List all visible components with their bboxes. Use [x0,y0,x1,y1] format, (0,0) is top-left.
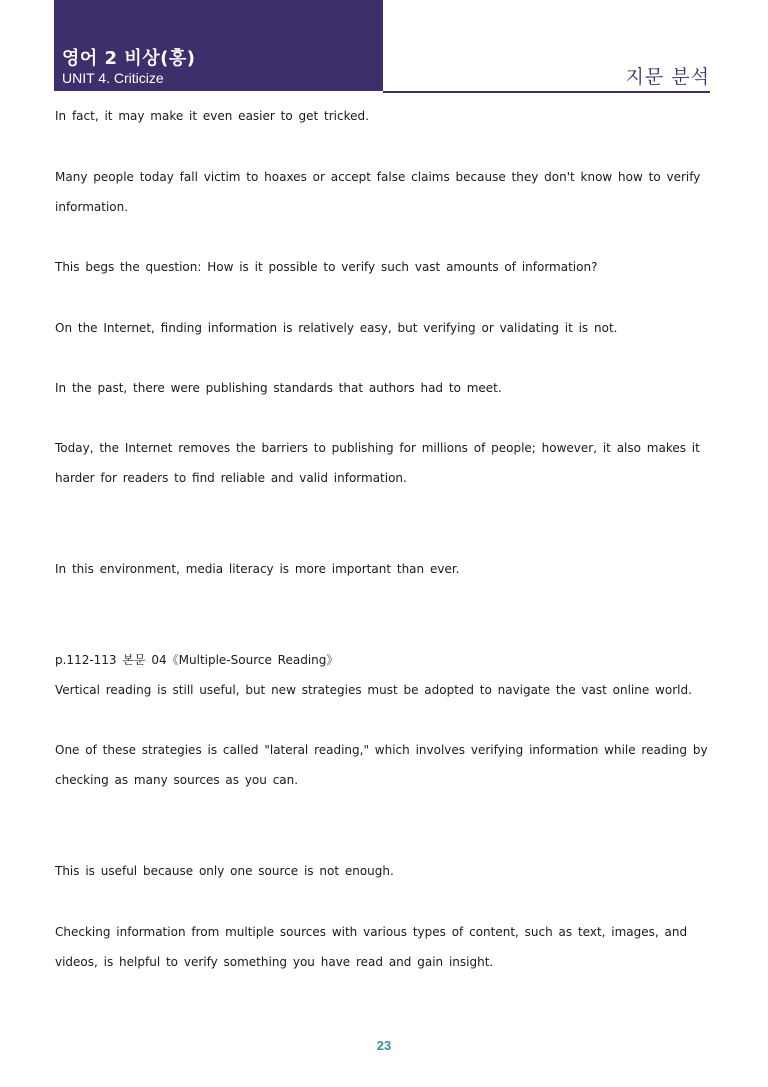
section-label: 지문 분석 [625,66,710,88]
paragraph: Many people today fall victim to hoaxes or accept false claims because they don't know how to verify information. [55,170,701,214]
paragraph: In the past, there were publishing standards that authors had to meet. [55,381,502,395]
page-number: 23 [376,1038,392,1053]
paragraph: Today, the Internet removes the barriers to publishing for millions of people; however, it also makes it harder for readers to find reliable and valid information. [55,441,700,485]
paragraph: This begs the question: How is it possible to verify such vast amounts of information? [55,260,598,274]
paragraph: Vertical reading is still useful, but new strategies must be adopted to navigate the vast online world. [55,683,692,697]
textbook-title: 영어 2 비상(홍) [62,48,196,69]
paragraph: One of these strategies is called "lateral reading," which involves verifying information while reading by checking as many sources as you can. [55,743,708,787]
header-divider [383,91,710,93]
paragraph: Checking information from multiple sources with various types of content, such as text, images, and videos, is helpful to verify something you have read and gain insight. [55,925,688,969]
paragraph: This is useful because only one source is not enough. [55,864,394,878]
passage-heading: p.112-113 본문 04《Multiple-Source Reading》 [55,653,339,667]
paragraph: In this environment, media literacy is more important than ever. [55,562,460,576]
paragraph: On the Internet, finding information is relatively easy, but verifying or validating it is not. [55,321,618,335]
header-banner [54,0,383,91]
unit-title: UNIT 4. Criticize [62,70,164,86]
paragraph: In fact, it may make it even easier to get tricked. [55,109,369,123]
